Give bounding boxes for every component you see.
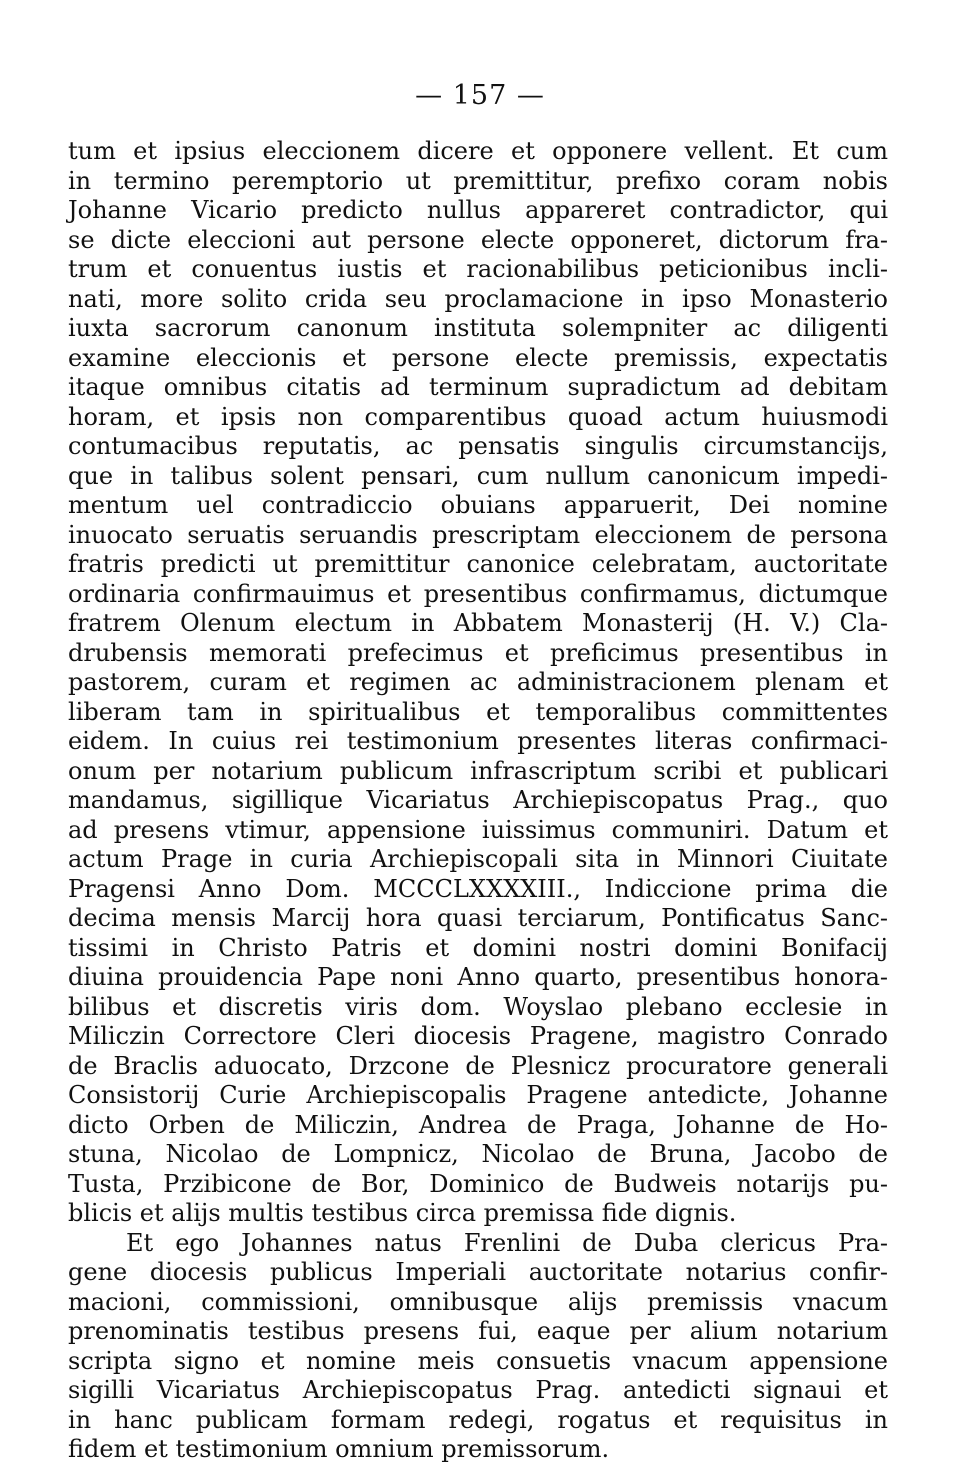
text-line: Et ego Johannes natus Frenlini de Duba clericus Pra- [126, 1228, 888, 1257]
text-line: Consistorij Curie Archiepiscopalis Pragene antedicte, Johanne [68, 1081, 888, 1109]
text-line: de Braclis aduocato, Drzcone de Plesnicz procuratore generali [68, 1051, 888, 1080]
text-line: mandamus, sigillique Vicariatus Archiepiscopatus Prag., quo [68, 786, 888, 814]
text-line: macioni, commissioni, omnibusque alijs premissis vnacum [68, 1287, 888, 1316]
text-line: blicis et alijs multis testibus circa premissa fide dignis. [68, 1199, 737, 1227]
text-line: contumacibus reputatis, ac pensatis singulis circumstancijs, [68, 432, 888, 460]
text-line: tum et ipsius eleccionem dicere et opponere vellent. Et cum [68, 137, 888, 165]
text-line: scripta signo et nomine meis consuetis vnacum appensione [68, 1346, 888, 1375]
text-line: Tusta, Przibicone de Bor, Dominico de Budweis notarijs pu- [68, 1169, 888, 1198]
text-line: pastorem, curam et regimen ac administracionem plenam et [68, 668, 888, 696]
text-line: fratrem Olenum electum in Abbatem Monasterij (H. V.) Cla- [68, 609, 888, 637]
text-line: Johanne Vicario predicto nullus appareret contradictor, qui [68, 196, 888, 224]
text-line: mentum uel contradiccio obuians apparuerit, Dei nomine [68, 491, 888, 519]
text-line: examine eleccionis et persone electe premissis, expectatis [68, 343, 888, 372]
text-line: drubensis memorati prefecimus et preficimus presentibus in [68, 638, 888, 667]
text-line: in hanc publicam formam redegi, rogatus et requisitus in [68, 1405, 888, 1434]
paragraph [68, 1229, 888, 1465]
text-line: fidem et testimonium omnium premissorum. [68, 1435, 610, 1463]
text-line: stuna, Nicolao de Lompnicz, Nicolao de Bruna, Jacobo de [68, 1140, 888, 1168]
text-line: Pragensi Anno Dom. MCCCLXXXXIII., Indiccione prima die [68, 874, 888, 903]
text-line: diuina prouidencia Pape noni Anno quarto, presentibus honora- [68, 963, 888, 991]
text-line: in termino peremptorio ut premittitur, prefixo coram nobis [68, 166, 888, 195]
text-line: bilibus et discretis viris dom. Woyslao plebano ecclesie in [68, 992, 888, 1021]
text-line: prenominatis testibus presens fui, eaque per alium notarium [68, 1317, 888, 1345]
text-line: decima mensis Marcij hora quasi terciarum, Pontificatus Sanc- [68, 904, 888, 932]
text-line: que in talibus solent pensari, cum nullum canonicum impedi- [68, 461, 888, 490]
text-line: fratris predicti ut premittitur canonice celebratam, auctoritate [68, 550, 888, 578]
text-line: nati, more solito crida seu proclamacione in ipso Monasterio [68, 284, 888, 313]
paragraph [68, 137, 888, 1229]
text-line: trum et conuentus iustis et racionabilibus peticionibus incli- [68, 255, 888, 283]
text-line: liberam tam in spiritualibus et temporalibus committentes [68, 697, 888, 726]
page-number: — 157 — [415, 80, 545, 111]
text-line: horam, et ipsis non comparentibus quoad actum huiusmodi [68, 402, 888, 431]
text-line: inuocato seruatis seruandis prescriptam eleccionem de persona [68, 520, 888, 549]
text-line: onum per notarium publicum infrascriptum scribi et publicari [68, 756, 888, 785]
text-line: itaque omnibus citatis ad terminum supradictum ad debitam [68, 373, 888, 401]
text-line: ordinaria confirmauimus et presentibus confirmamus, dictumque [68, 579, 888, 608]
text-line: Miliczin Correctore Cleri diocesis Pragene, magistro Conrado [68, 1022, 888, 1050]
text-line: se dicte eleccioni aut persone electe opponeret, dictorum fra- [68, 225, 888, 254]
text-line: ad presens vtimur, appensione iuissimus communiri. Datum et [68, 815, 888, 844]
body-text [68, 137, 888, 1465]
text-line: eidem. In cuius rei testimonium presentes literas confirmaci- [68, 727, 888, 755]
text-line: dicto Orben de Miliczin, Andrea de Praga, Johanne de Ho- [68, 1110, 888, 1139]
text-line: tissimi in Christo Patris et domini nostri domini Bonifacij [68, 933, 888, 962]
text-line: gene diocesis publicus Imperiali auctoritate notarius confir- [68, 1258, 888, 1286]
text-line: sigilli Vicariatus Archiepiscopatus Prag. antedicti signaui et [68, 1376, 888, 1404]
text-line: iuxta sacrorum canonum instituta solempniter ac diligenti [68, 314, 888, 342]
text-line: actum Prage in curia Archiepiscopali sita in Minnori Ciuitate [68, 845, 888, 873]
